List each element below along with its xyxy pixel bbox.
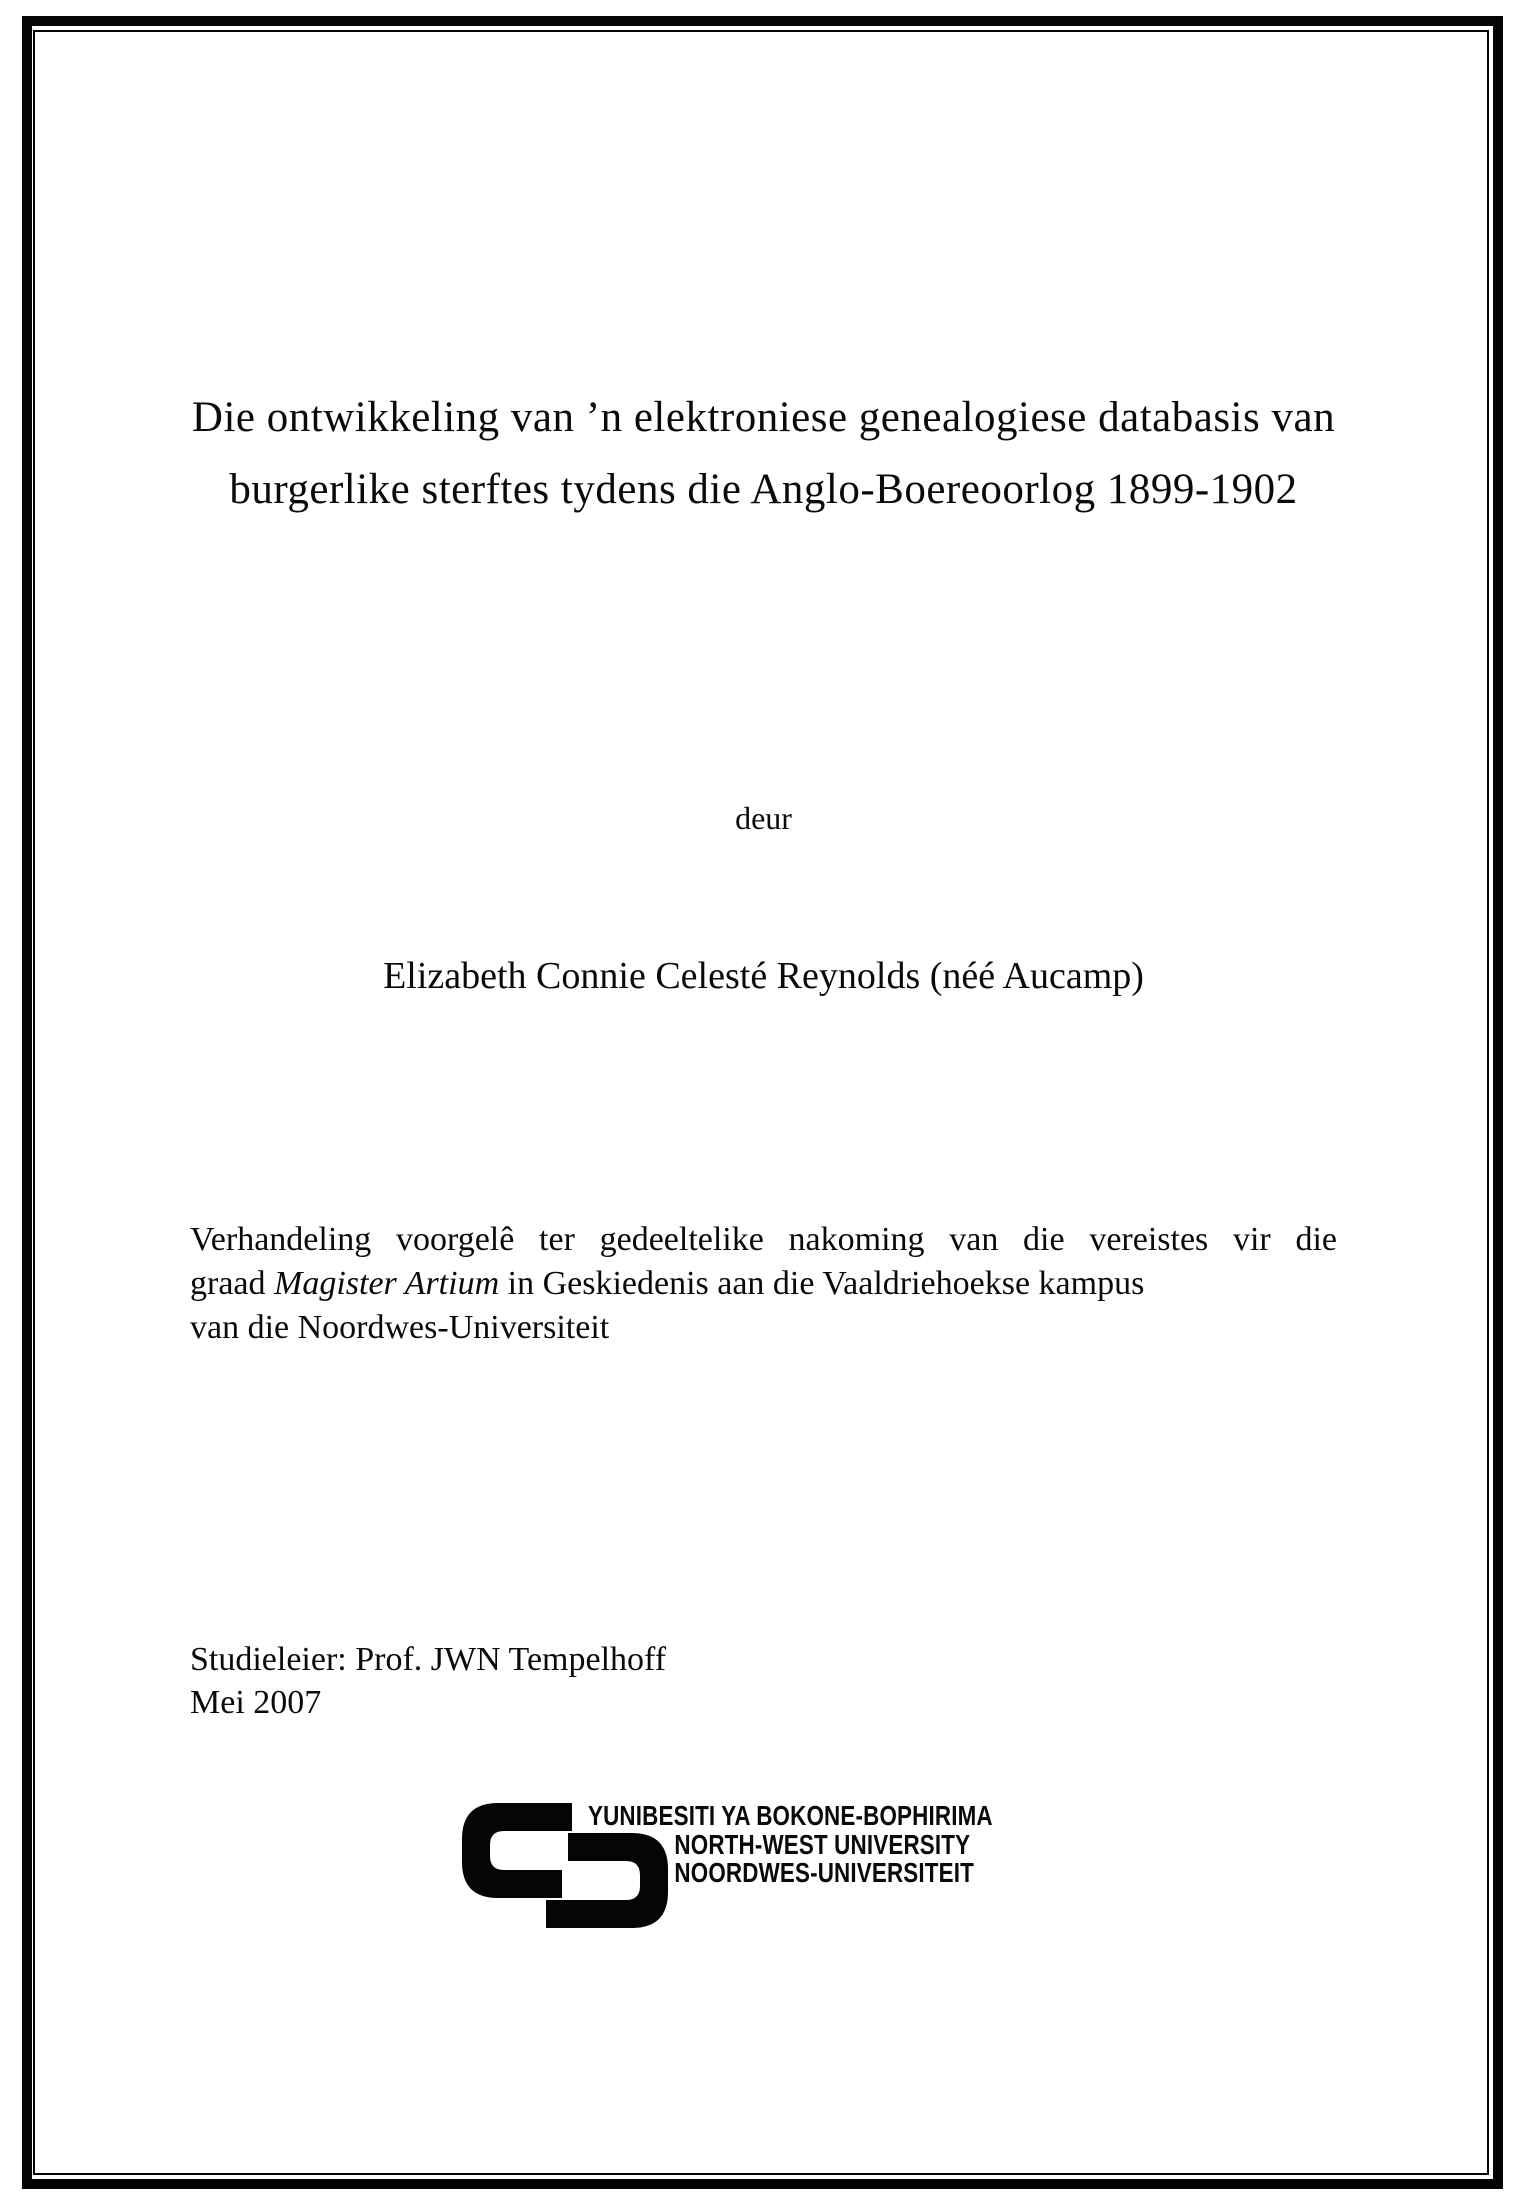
- nwu-logo: [462, 1800, 1102, 1940]
- byline-deur: deur: [735, 800, 792, 836]
- statement-line-1: Verhandeling voorgelê ter gedeeltelike nakoming van die vereistes vir die: [190, 1221, 1337, 1258]
- author-name: Elizabeth Connie Celesté Reynolds (néé Aucamp): [383, 955, 1144, 997]
- degree-name-italic: Magister Artium: [274, 1265, 500, 1302]
- supervisor-line: Studieleier: Prof. JWN Tempelhoff: [190, 1641, 667, 1678]
- statement-line-2: [190, 1262, 1337, 1306]
- logo-line-3: NOORDWES-UNIVERSITEIT: [674, 1857, 974, 1888]
- logo-line-1: YUNIBESITI YA BOKONE-BOPHIRIMA: [588, 1800, 993, 1831]
- submission-statement: [190, 1218, 1337, 1350]
- logo-line-2: NORTH-WEST UNIVERSITY: [674, 1828, 971, 1860]
- title-line-1: Die ontwikkeling van ’n elektroniese genealogiese databasis van: [191, 394, 1336, 441]
- statement-line-2-pre: graad: [190, 1265, 275, 1302]
- date-line: Mei 2007: [190, 1684, 322, 1721]
- logo-wordmark: [588, 1802, 1148, 1888]
- statement-line-2-post: in Geskiedenis aan die Vaaldriehoekse kampus: [499, 1265, 1145, 1302]
- title-line-2: burgerlike sterftes tydens die Anglo-Boereoorlog 1899-1902: [229, 466, 1298, 513]
- supervisor-block: [190, 1638, 1337, 1724]
- thesis-title: [190, 382, 1337, 526]
- statement-line-3: van die Noordwes-Universiteit: [190, 1309, 610, 1346]
